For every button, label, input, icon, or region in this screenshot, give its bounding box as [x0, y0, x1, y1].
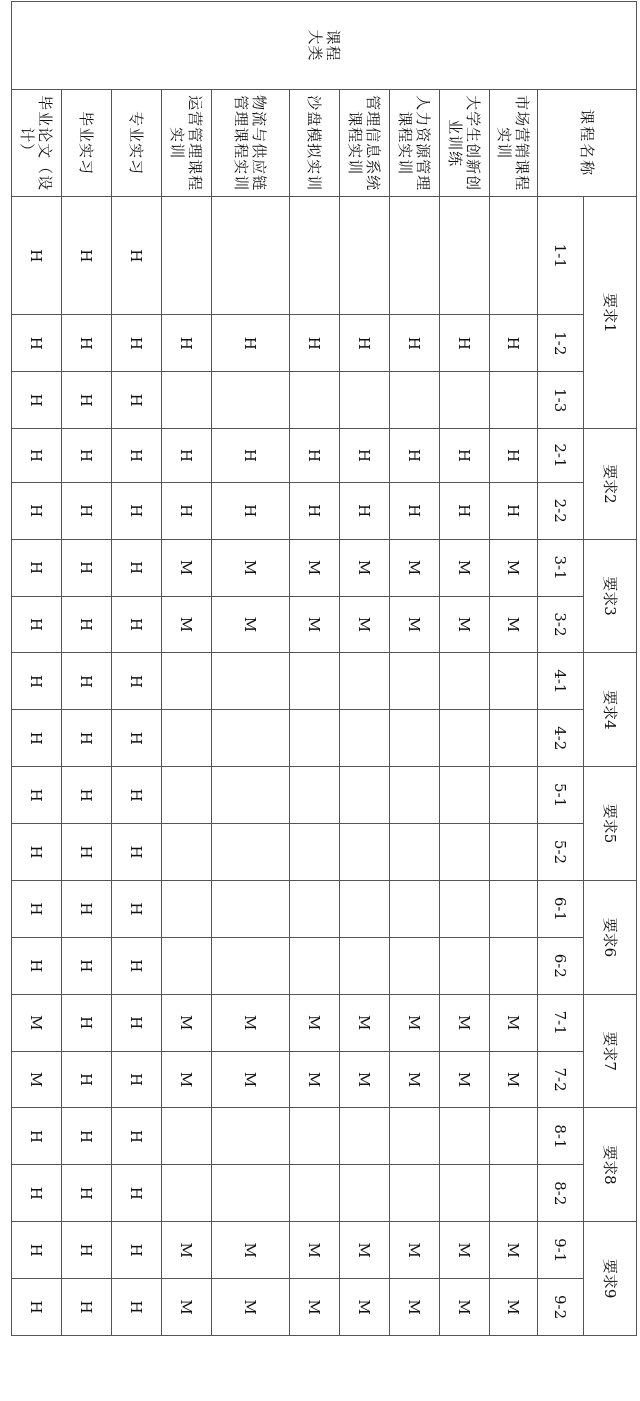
- support-level-cell: M: [290, 1279, 340, 1336]
- support-level-cell: H: [12, 482, 62, 539]
- requirement-sub-header: 7-2: [538, 1051, 584, 1108]
- support-level-cell: [290, 880, 340, 937]
- support-level-cell: M: [440, 1222, 490, 1279]
- support-level-cell: H: [440, 315, 490, 372]
- support-level-cell: [440, 824, 490, 881]
- support-level-cell: H: [12, 710, 62, 767]
- support-level-cell: M: [390, 994, 440, 1051]
- requirement-sub-header: 1-3: [538, 372, 584, 429]
- support-level-cell: [340, 824, 390, 881]
- support-level-cell: [162, 372, 212, 429]
- support-level-cell: [212, 1108, 290, 1165]
- support-level-cell: [162, 824, 212, 881]
- support-level-cell: [212, 653, 290, 710]
- support-level-cell: M: [490, 539, 538, 596]
- support-level-cell: [390, 372, 440, 429]
- category-header: 课程 大类: [12, 2, 637, 90]
- support-level-cell: [290, 767, 340, 824]
- support-level-cell: H: [440, 482, 490, 539]
- support-level-cell: [212, 372, 290, 429]
- support-level-cell: M: [212, 596, 290, 653]
- support-level-cell: [440, 937, 490, 994]
- support-level-cell: [490, 824, 538, 881]
- support-level-cell: [162, 710, 212, 767]
- support-level-cell: H: [112, 1279, 162, 1336]
- support-level-cell: M: [12, 1051, 62, 1108]
- support-level-cell: H: [112, 429, 162, 483]
- support-level-cell: H: [112, 1051, 162, 1108]
- support-level-cell: H: [112, 767, 162, 824]
- support-level-cell: M: [340, 1222, 390, 1279]
- support-level-cell: [390, 1165, 440, 1222]
- support-level-cell: [162, 937, 212, 994]
- support-level-cell: H: [112, 596, 162, 653]
- requirement-sub-header: 2-1: [538, 429, 584, 483]
- course-name-header: 课程名称: [538, 90, 637, 197]
- header-row-groups: [584, 2, 637, 1393]
- support-level-cell: H: [112, 937, 162, 994]
- support-level-cell: [290, 372, 340, 429]
- support-level-cell: [490, 767, 538, 824]
- support-level-cell: [162, 1108, 212, 1165]
- support-level-cell: [212, 937, 290, 994]
- support-level-cell: H: [62, 1165, 112, 1222]
- support-level-cell: H: [12, 1108, 62, 1165]
- support-level-cell: H: [62, 539, 112, 596]
- support-level-cell: M: [440, 994, 490, 1051]
- requirement-group-header: 要求3: [584, 539, 637, 653]
- support-level-cell: H: [12, 937, 62, 994]
- support-level-cell: [390, 880, 440, 937]
- support-level-cell: H: [340, 429, 390, 483]
- support-level-cell: H: [212, 315, 290, 372]
- support-level-cell: [162, 767, 212, 824]
- support-level-cell: M: [390, 1051, 440, 1108]
- support-level-cell: [440, 1108, 490, 1165]
- support-level-cell: H: [490, 315, 538, 372]
- support-level-cell: [490, 880, 538, 937]
- support-level-cell: H: [12, 880, 62, 937]
- support-level-cell: M: [490, 1051, 538, 1108]
- support-level-cell: [440, 880, 490, 937]
- support-level-cell: H: [12, 596, 62, 653]
- support-level-cell: H: [112, 994, 162, 1051]
- support-level-cell: H: [490, 429, 538, 483]
- support-level-cell: H: [62, 1222, 112, 1279]
- support-level-cell: H: [62, 315, 112, 372]
- support-level-cell: H: [290, 482, 340, 539]
- course-name-cell: 毕业论文（设计）: [12, 90, 62, 197]
- table-row: [212, 2, 290, 1393]
- support-level-cell: M: [162, 539, 212, 596]
- support-level-cell: H: [162, 429, 212, 483]
- table-row: [490, 2, 538, 1393]
- header-row-subs: [538, 2, 584, 1393]
- support-level-cell: H: [62, 994, 112, 1051]
- support-level-cell: M: [162, 1051, 212, 1108]
- support-level-cell: H: [62, 824, 112, 881]
- support-level-cell: [340, 197, 390, 315]
- support-level-cell: M: [490, 994, 538, 1051]
- support-level-cell: H: [112, 482, 162, 539]
- course-name-cell: 人力资源管理课程实训: [390, 90, 440, 197]
- support-level-cell: H: [12, 824, 62, 881]
- requirement-sub-header: 6-1: [538, 880, 584, 937]
- support-level-cell: H: [62, 1108, 112, 1165]
- support-level-cell: H: [62, 596, 112, 653]
- support-level-cell: H: [12, 767, 62, 824]
- support-level-cell: [162, 197, 212, 315]
- support-level-cell: M: [340, 994, 390, 1051]
- table-row: [62, 2, 112, 1393]
- support-level-cell: [290, 1108, 340, 1165]
- support-level-cell: H: [390, 315, 440, 372]
- support-level-cell: [290, 937, 340, 994]
- support-level-cell: M: [162, 1222, 212, 1279]
- support-level-cell: H: [112, 539, 162, 596]
- requirement-sub-header: 3-2: [538, 596, 584, 653]
- support-level-cell: H: [62, 880, 112, 937]
- support-level-cell: M: [12, 994, 62, 1051]
- support-level-cell: [490, 197, 538, 315]
- support-level-cell: [390, 767, 440, 824]
- support-level-cell: M: [212, 1279, 290, 1336]
- support-level-cell: M: [490, 596, 538, 653]
- support-level-cell: [290, 824, 340, 881]
- support-level-cell: [212, 767, 290, 824]
- support-level-cell: H: [440, 429, 490, 483]
- support-level-cell: M: [212, 994, 290, 1051]
- support-level-cell: H: [62, 937, 112, 994]
- support-level-cell: H: [340, 315, 390, 372]
- support-level-cell: H: [12, 539, 62, 596]
- table-row: [290, 2, 340, 1393]
- support-level-cell: [440, 372, 490, 429]
- support-level-cell: H: [490, 482, 538, 539]
- requirement-group-header: 要求7: [584, 994, 637, 1108]
- support-level-cell: [490, 372, 538, 429]
- support-level-cell: M: [212, 539, 290, 596]
- support-level-cell: H: [112, 710, 162, 767]
- support-level-cell: [390, 710, 440, 767]
- support-level-cell: H: [62, 372, 112, 429]
- support-level-cell: H: [12, 653, 62, 710]
- support-level-cell: M: [440, 1279, 490, 1336]
- support-level-cell: [390, 824, 440, 881]
- course-name-cell: 运营管理课程实训: [162, 90, 212, 197]
- support-level-cell: H: [12, 429, 62, 483]
- table-row: [112, 2, 162, 1393]
- support-level-cell: [290, 710, 340, 767]
- support-level-cell: H: [112, 372, 162, 429]
- support-level-cell: H: [112, 824, 162, 881]
- support-level-cell: [162, 653, 212, 710]
- requirement-group-header: 要求4: [584, 653, 637, 767]
- support-level-cell: M: [390, 539, 440, 596]
- support-level-cell: H: [340, 482, 390, 539]
- support-level-cell: H: [112, 1222, 162, 1279]
- support-level-cell: H: [62, 653, 112, 710]
- support-level-cell: [440, 197, 490, 315]
- support-level-cell: H: [112, 880, 162, 937]
- requirement-sub-header: 5-2: [538, 824, 584, 881]
- support-level-cell: [340, 880, 390, 937]
- support-level-cell: M: [212, 1222, 290, 1279]
- support-level-cell: M: [340, 539, 390, 596]
- requirement-sub-header: 1-2: [538, 315, 584, 372]
- support-level-cell: [212, 197, 290, 315]
- support-level-cell: [162, 880, 212, 937]
- support-level-cell: M: [290, 1051, 340, 1108]
- support-level-cell: [390, 937, 440, 994]
- support-level-cell: H: [12, 1279, 62, 1336]
- support-level-cell: [340, 710, 390, 767]
- support-level-cell: H: [112, 653, 162, 710]
- support-level-cell: M: [340, 596, 390, 653]
- table-row: [340, 2, 390, 1393]
- table-row: [12, 2, 62, 1393]
- support-level-cell: [162, 1165, 212, 1222]
- requirement-group-header: 要求1: [584, 197, 637, 429]
- support-level-cell: H: [12, 1222, 62, 1279]
- support-level-cell: [290, 1165, 340, 1222]
- table-row: [390, 2, 440, 1393]
- support-level-cell: [490, 710, 538, 767]
- support-level-cell: [440, 710, 490, 767]
- support-level-cell: [440, 1165, 490, 1222]
- support-level-cell: H: [12, 315, 62, 372]
- course-requirement-matrix: [11, 1, 637, 1393]
- course-name-cell: 沙盘模拟实训: [290, 90, 340, 197]
- course-name-cell: 专业实习: [112, 90, 162, 197]
- support-level-cell: [490, 937, 538, 994]
- requirement-group-header: 要求2: [584, 429, 637, 540]
- support-level-cell: [490, 653, 538, 710]
- course-name-cell: 毕业实习: [62, 90, 112, 197]
- course-name-cell: 管理信息系统课程实训: [340, 90, 390, 197]
- requirement-sub-header: 8-1: [538, 1108, 584, 1165]
- support-level-cell: [340, 653, 390, 710]
- support-level-cell: M: [440, 1051, 490, 1108]
- requirement-group-header: 要求6: [584, 880, 637, 994]
- support-level-cell: H: [112, 315, 162, 372]
- support-level-cell: [212, 880, 290, 937]
- support-level-cell: H: [12, 372, 62, 429]
- support-level-cell: H: [390, 482, 440, 539]
- support-level-cell: H: [162, 315, 212, 372]
- requirement-sub-header: 9-2: [538, 1279, 584, 1336]
- support-level-cell: M: [390, 1222, 440, 1279]
- course-name-cell: 物流与供应链管理课程实训: [212, 90, 290, 197]
- support-level-cell: M: [340, 1279, 390, 1336]
- requirement-sub-header: 6-2: [538, 937, 584, 994]
- support-level-cell: [390, 1108, 440, 1165]
- support-level-cell: [440, 653, 490, 710]
- support-level-cell: H: [112, 1108, 162, 1165]
- support-level-cell: M: [162, 596, 212, 653]
- support-level-cell: H: [62, 482, 112, 539]
- table-row: [162, 2, 212, 1393]
- support-level-cell: M: [390, 1279, 440, 1336]
- support-level-cell: [340, 767, 390, 824]
- support-level-cell: H: [62, 1279, 112, 1336]
- requirement-sub-header: 2-2: [538, 482, 584, 539]
- support-level-cell: H: [212, 429, 290, 483]
- support-level-cell: [390, 653, 440, 710]
- support-level-cell: M: [212, 1051, 290, 1108]
- support-level-cell: H: [290, 429, 340, 483]
- course-name-cell: 市场营销课程实训: [490, 90, 538, 197]
- requirement-sub-header: 5-1: [538, 767, 584, 824]
- support-level-cell: [212, 710, 290, 767]
- requirement-group-header: 要求5: [584, 767, 637, 881]
- requirement-sub-header: 7-1: [538, 994, 584, 1051]
- support-level-cell: [340, 1108, 390, 1165]
- support-level-cell: H: [12, 1165, 62, 1222]
- course-name-cell: 大学生创新创业训练: [440, 90, 490, 197]
- support-level-cell: [340, 372, 390, 429]
- support-level-cell: H: [62, 197, 112, 315]
- support-level-cell: H: [290, 315, 340, 372]
- support-level-cell: M: [490, 1222, 538, 1279]
- support-level-cell: [212, 824, 290, 881]
- support-level-cell: M: [390, 596, 440, 653]
- support-level-cell: [290, 653, 340, 710]
- support-level-cell: [212, 1165, 290, 1222]
- support-level-cell: H: [62, 710, 112, 767]
- support-level-cell: H: [212, 482, 290, 539]
- requirement-sub-header: 4-2: [538, 710, 584, 767]
- support-level-cell: H: [62, 767, 112, 824]
- table-row: [440, 2, 490, 1393]
- support-level-cell: [340, 1165, 390, 1222]
- support-level-cell: H: [62, 1051, 112, 1108]
- support-level-cell: M: [290, 994, 340, 1051]
- requirement-group-header: 要求9: [584, 1222, 637, 1336]
- support-level-cell: H: [112, 197, 162, 315]
- requirement-sub-header: 1-1: [538, 197, 584, 315]
- support-level-cell: M: [490, 1279, 538, 1336]
- support-level-cell: M: [290, 539, 340, 596]
- support-level-cell: H: [390, 429, 440, 483]
- requirement-sub-header: 3-1: [538, 539, 584, 596]
- support-level-cell: H: [162, 482, 212, 539]
- support-level-cell: [440, 767, 490, 824]
- requirement-sub-header: 4-1: [538, 653, 584, 710]
- requirement-sub-header: 8-2: [538, 1165, 584, 1222]
- support-level-cell: [490, 1165, 538, 1222]
- support-level-cell: H: [112, 1165, 162, 1222]
- support-level-cell: M: [162, 994, 212, 1051]
- requirement-sub-header: 9-1: [538, 1222, 584, 1279]
- support-level-cell: M: [290, 596, 340, 653]
- support-level-cell: [490, 1108, 538, 1165]
- support-level-cell: H: [62, 429, 112, 483]
- support-level-cell: [290, 197, 340, 315]
- support-level-cell: M: [162, 1279, 212, 1336]
- support-level-cell: M: [340, 1051, 390, 1108]
- support-level-cell: M: [440, 596, 490, 653]
- support-level-cell: H: [12, 197, 62, 315]
- support-level-cell: M: [440, 539, 490, 596]
- requirement-group-header: 要求8: [584, 1108, 637, 1222]
- support-level-cell: [340, 937, 390, 994]
- support-level-cell: M: [290, 1222, 340, 1279]
- support-level-cell: [390, 197, 440, 315]
